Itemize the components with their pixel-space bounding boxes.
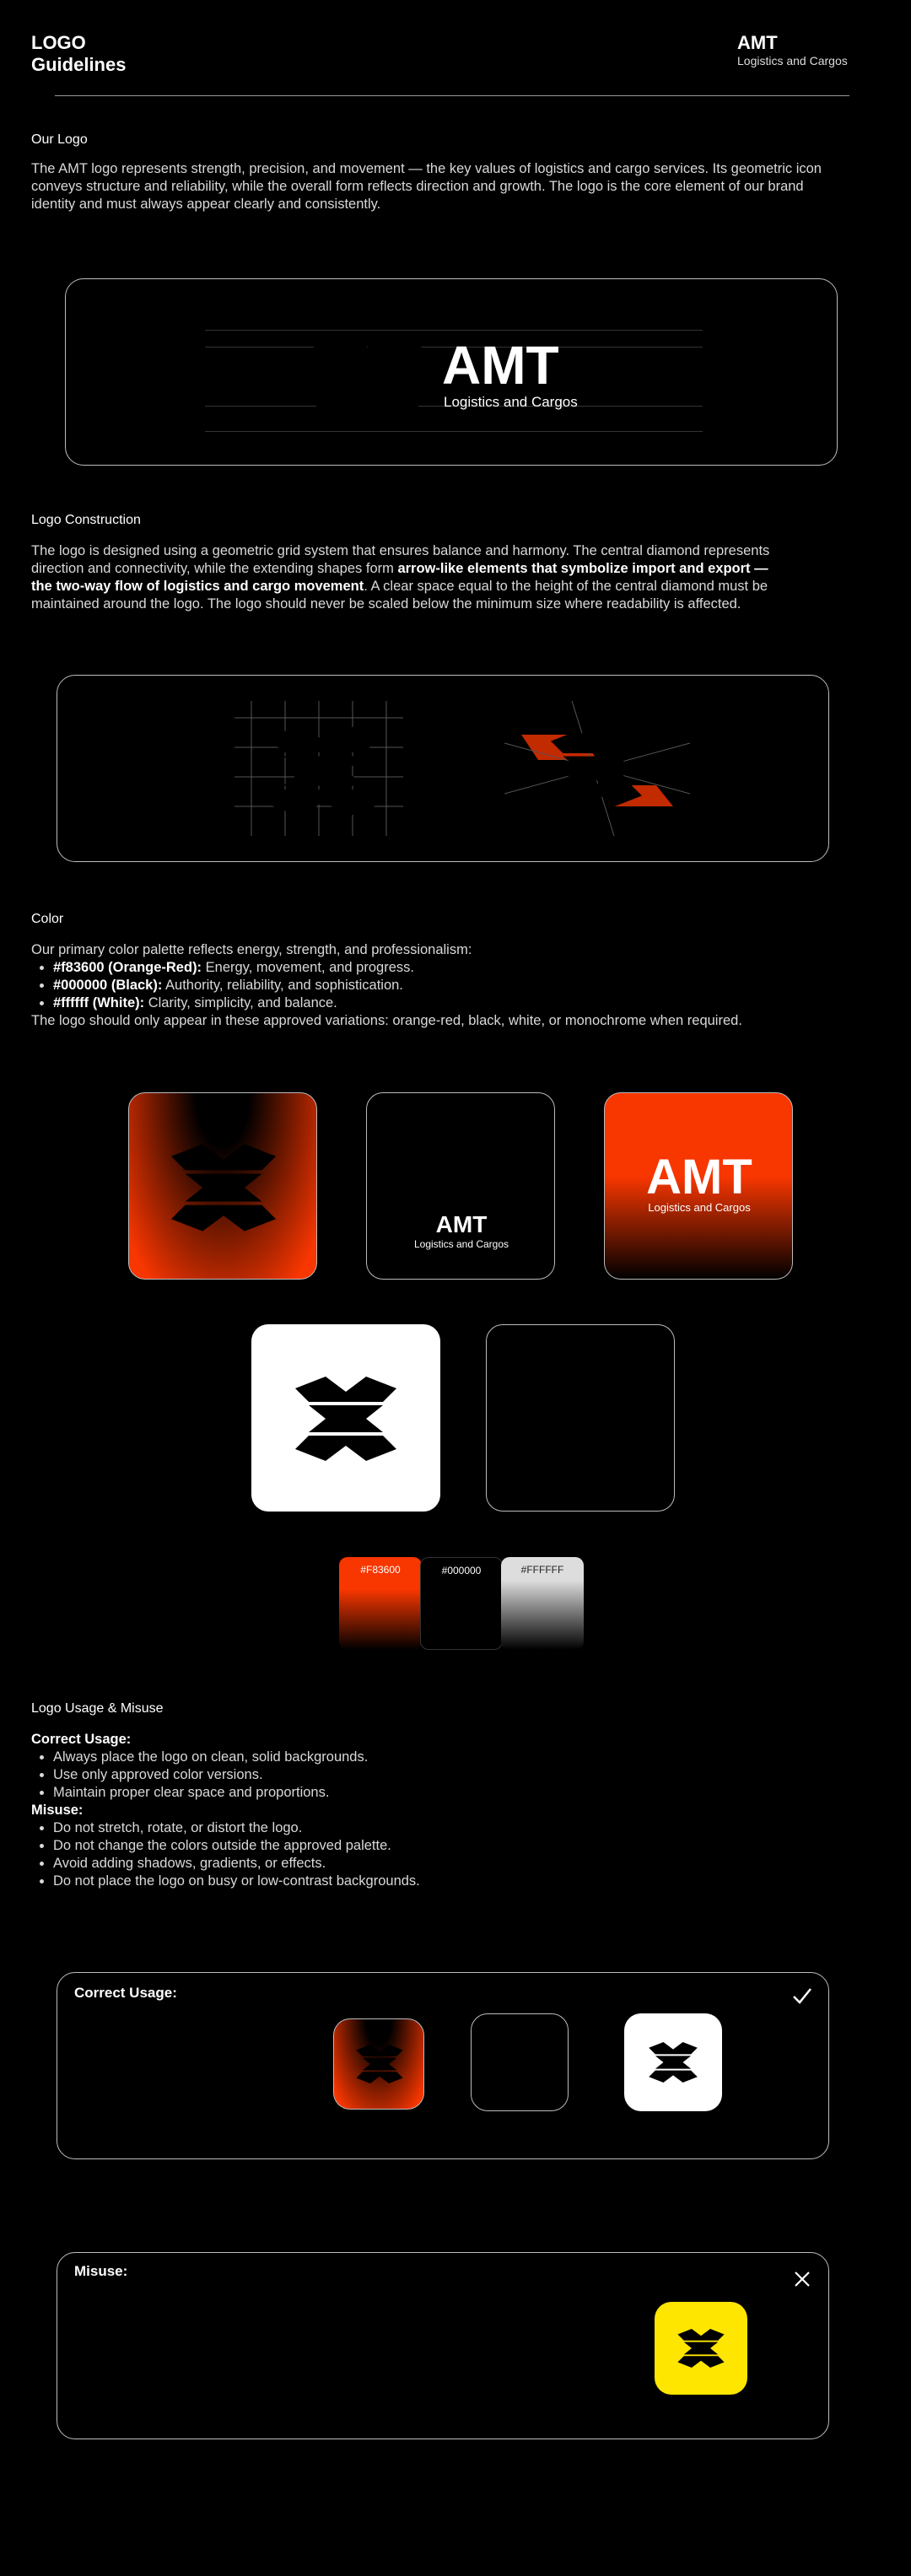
low-contrast-tile-misuse <box>655 2302 747 2395</box>
color-outro: The logo should only appear in these approved variations: orange-red, black, white, or monochrome when required. <box>31 1013 742 1028</box>
amt-logo-icon <box>529 1377 633 1462</box>
list-item: • Do not place the logo on busy or low-contrast backgrounds. <box>53 1873 833 1890</box>
section-heading-color: Color <box>31 912 64 926</box>
guide-line <box>205 431 703 432</box>
arrow-construction <box>504 701 690 836</box>
tile-tagline: Logistics and Cargos <box>648 1201 751 1214</box>
tile-wordmark: AMT <box>435 1211 488 1237</box>
header-divider <box>55 95 849 96</box>
list-item: • Use only approved color versions. <box>53 1766 833 1784</box>
stretched-horizontal-logo-misuse <box>429 2320 606 2371</box>
list-item: • Avoid adding shadows, gradients, or effects. <box>53 1855 833 1873</box>
amt-logo-icon <box>310 328 424 428</box>
construction-text-b: . A clear space equal to the height of the central diamond must be maintained around the logo. The logo should never be scaled below the minimum size where readability is affected. <box>31 579 768 612</box>
logo-tile-orange <box>604 1092 793 1280</box>
section-heading-construction: Logo Construction <box>31 513 141 527</box>
correct-usage-title: Correct Usage: <box>31 1732 132 1747</box>
header-brand <box>677 29 871 73</box>
brand-name: AMT <box>737 32 778 53</box>
color-item: • #f83600 (Orange-Red): Energy, movement, and progress. <box>53 959 833 977</box>
misuse-title: Misuse: <box>31 1803 84 1818</box>
correct-usage-panel <box>57 1972 829 2159</box>
title-line-1: LOGO <box>31 32 86 53</box>
correct-usage-label: Correct Usage: <box>74 1985 177 2001</box>
color-intro: Our primary color palette reflects energy, strength, and professionalism: <box>31 942 472 957</box>
swatch-white: #FFFFFF <box>501 1557 584 1650</box>
logo-tile-gradient <box>128 1092 317 1280</box>
our-logo-text: The AMT logo represents strength, precision, and movement — the key values of logistics and cargo services. Its geometric icon conveys structure and reliability, while the overall form reflects direction and growth. The logo is the core element of our brand identity and must always appear clearly and consistently. <box>31 161 822 212</box>
construction-text-a: The logo is designed using a geometric grid system that ensures balance and harmony. The central diamond represents direction and connectivity, while the extending shapes form <box>31 543 770 576</box>
amt-logo-icon <box>677 29 724 69</box>
tile-wordmark: AMT <box>646 1150 752 1204</box>
stretched-vertical-logo-misuse <box>315 2275 407 2418</box>
color-list <box>31 959 833 1012</box>
misuse-label: Misuse: <box>74 2263 128 2279</box>
misuse-list <box>31 1819 833 1890</box>
swatch-black: #000000 <box>420 1557 503 1650</box>
main-logo-panel <box>65 278 838 466</box>
usage-text <box>31 1731 833 1890</box>
brand-tagline: Logistics and Cargos <box>737 54 848 67</box>
list-item: • Always place the logo on clean, solid backgrounds. <box>53 1749 833 1766</box>
correct-usage-list <box>31 1749 833 1802</box>
logo-wordmark: AMT <box>442 335 559 396</box>
rotated-logo-misuse <box>117 2255 283 2418</box>
grid-construction <box>234 701 403 836</box>
logo-tile-black <box>366 1092 555 1280</box>
list-item: • Do not stretch, rotate, or distort the logo. <box>53 1819 833 1837</box>
usage-tile-black <box>471 2013 569 2111</box>
title-line-2: Guidelines <box>31 54 127 75</box>
amt-logo-icon <box>157 2017 278 2118</box>
section-heading-our-logo: Our Logo <box>31 132 88 147</box>
usage-tile-gradient <box>333 2018 424 2110</box>
swatch-orange: #F83600 <box>339 1557 422 1650</box>
usage-tile-white <box>624 2013 722 2111</box>
tile-tagline: Logistics and Cargos <box>413 1238 509 1250</box>
close-icon <box>793 2270 811 2288</box>
color-item: • #000000 (Black): Authority, reliability, and sophistication. <box>53 977 833 994</box>
construction-panel <box>57 675 829 862</box>
check-icon <box>791 1985 813 2007</box>
construction-text <box>31 542 790 613</box>
section-heading-usage: Logo Usage & Misuse <box>31 1701 164 1716</box>
list-item: • Do not change the colors outside the approved palette. <box>53 1837 833 1855</box>
page-title <box>31 32 126 76</box>
amt-logo-icon <box>415 1132 508 1210</box>
color-item: • #ffffff (White): Clarity, simplicity, and balance. <box>53 994 833 1012</box>
list-item: • Maintain proper clear space and proportions. <box>53 1784 833 1802</box>
amt-logo-icon <box>294 1377 398 1461</box>
amt-logo-icon <box>171 1144 276 1231</box>
logo-tile-black-mono <box>486 1324 675 1512</box>
guide-line <box>205 330 703 331</box>
misuse-panel <box>57 2252 829 2439</box>
color-text <box>31 941 833 1030</box>
logo-tile-white <box>251 1324 440 1512</box>
logo-tagline: Logistics and Cargos <box>444 394 578 410</box>
construction-text-bold: arrow-like elements that symbolize import and export — the two-way flow of logistics and cargo movement <box>31 561 768 594</box>
